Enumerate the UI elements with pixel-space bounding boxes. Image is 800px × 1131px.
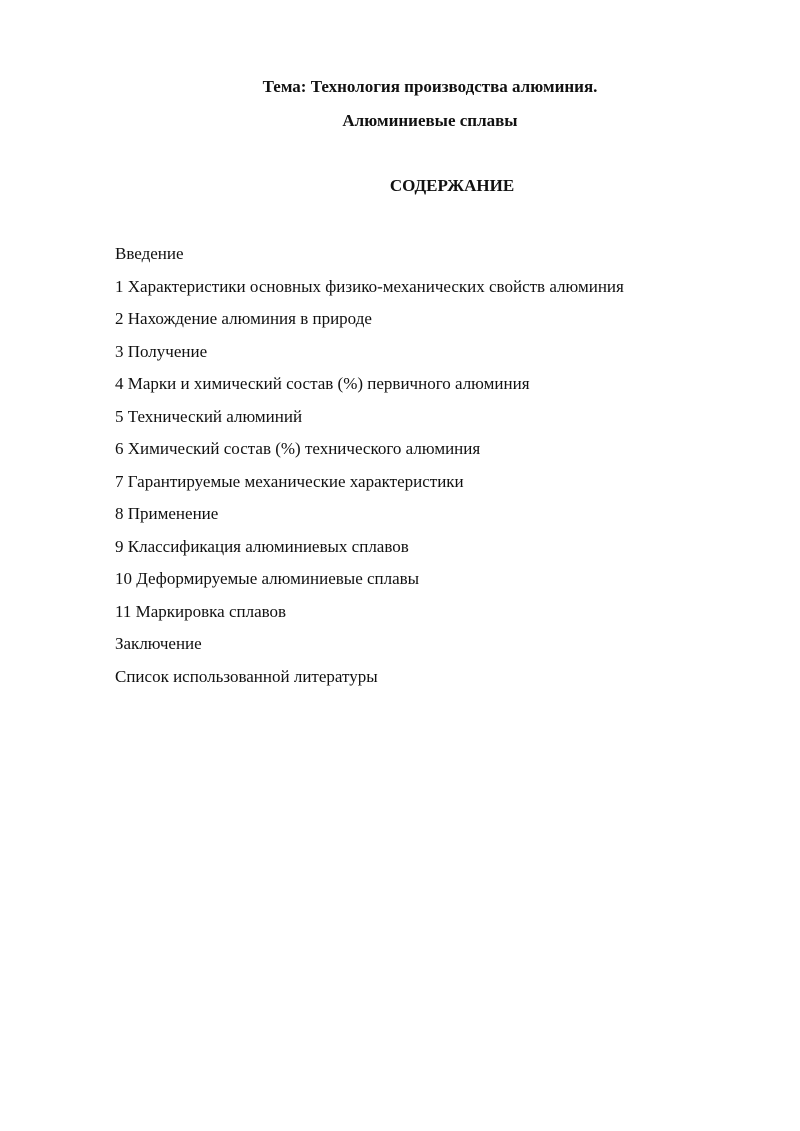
table-of-contents — [115, 238, 624, 693]
toc-item-3: 3 Получение — [115, 341, 208, 361]
toc-item-2: 2 Нахождение алюминия в природе — [115, 309, 372, 328]
toc-item-introduction: Введение — [115, 244, 184, 263]
document-title-line-1: Тема: Технология производства алюминия. — [262, 77, 598, 96]
toc-item-7: 7 Гарантируемые механические характеристики — [115, 471, 464, 491]
toc-item-9: 9 Классификация алюминиевых сплавов — [115, 536, 409, 556]
toc-item-4: 4 Марки и химический состав (%) первичного алюминия — [115, 374, 530, 393]
toc-item-5: 5 Технический алюминий — [115, 406, 303, 426]
toc-item-8: 8 Применение — [115, 504, 219, 523]
toc-item-6: 6 Химический состав (%) технического алюминия — [115, 439, 481, 458]
toc-item-11: 11 Маркировка сплавов — [115, 601, 287, 621]
toc-item-conclusion: Заключение — [115, 634, 202, 653]
toc-item-10: 10 Деформируемые алюминиевые сплавы — [115, 569, 420, 588]
toc-item-1: 1 Характеристики основных физико-механических свойств алюминия — [115, 276, 624, 296]
toc-item-references: Список использованной литературы — [115, 666, 378, 686]
document-title-line-2: Алюминиевые сплавы — [342, 111, 518, 130]
toc-heading: СОДЕРЖАНИЕ — [389, 176, 515, 195]
